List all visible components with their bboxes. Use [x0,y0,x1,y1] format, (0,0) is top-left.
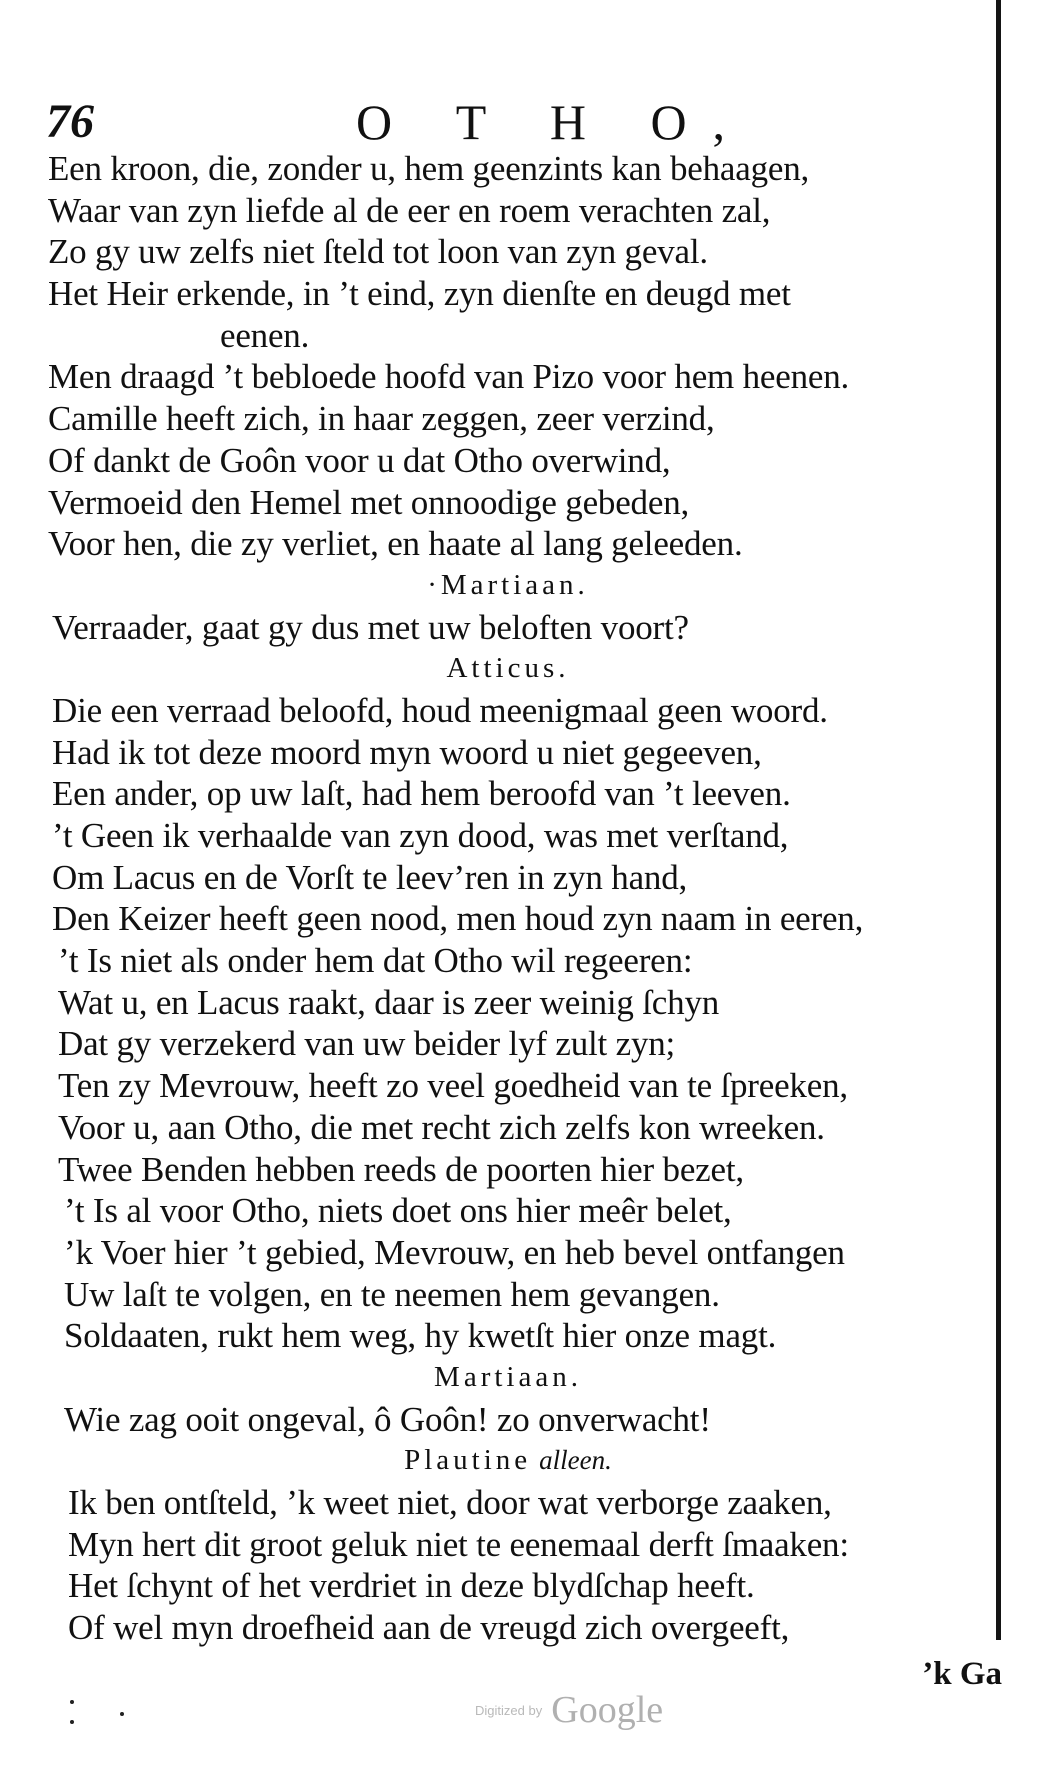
verse-line: Voor hen, die zy verliet, en haate al lang geleeden. [48,524,743,564]
ink-speck [70,1700,74,1704]
verse-line: Een kroon, die, zonder u, hem geenzints kan behaagen, [48,149,810,188]
verse-line: Of dankt de Goôn voor u dat Otho overwind, [48,440,671,480]
speaker-name: Plautine [404,1444,532,1477]
ink-speck [120,1712,124,1716]
verse-line: Dat gy verzekerd van uw beider lyf zult zyn; [58,1024,676,1064]
speaker-heading [48,1357,998,1399]
verse-line: ’t Is niet als onder hem dat Otho wil regeeren: [58,941,693,981]
verse-line: Myn hert dit groot geluk niet te eenemaal derft ſmaaken: [68,1524,849,1564]
verse-line: Wat u, en Lacus raakt, daar is zeer weinig ſchyn [58,982,720,1022]
verse-line: Men draagd ’t bebloede hoofd van Pizo voor hem heenen. [48,357,850,397]
watermark-prefix: Digitized by [475,1702,543,1718]
play-text-block [48,148,998,1649]
verse-line: Het ſchynt of het verdriet in deze blydſchap heeft. [68,1566,755,1606]
ink-speck [70,1720,74,1724]
verse-line: Twee Benden hebben reeds de poorten hier bezet, [58,1149,744,1189]
verse-line: Soldaaten, rukt hem weg, hy kwetſt hier onze magt. [64,1316,777,1356]
verse-line: Verraader, gaat gy dus met uw beloften voort? [52,607,689,647]
verse-line: ’k Voer hier ’t gebied, Mevrouw, en heb bevel ontfangen [64,1232,845,1272]
page-number: 76 [46,95,94,148]
verse-line: Wie zag ooit ongeval, ô Goôn! zo onverwacht! [64,1399,711,1439]
verse-line: ’t Is al voor Otho, niets doet ons hier meêr belet, [64,1191,732,1231]
speaker-name: Atticus. [446,652,570,685]
speaker-heading [48,1440,998,1482]
verse-line: Die een verraad beloofd, houd meenigmaal geen woord. [52,690,828,730]
verse-line: Ik ben ontſteld, ’k weet niet, door wat verborge zaaken, [68,1483,832,1522]
page-header [46,92,986,152]
speaker-name: ·Martiaan. [427,568,589,601]
digitization-watermark [475,1688,663,1738]
verse-line: Voor u, aan Otho, die met recht zich zelfs kon wreeken. [58,1107,825,1147]
verse-line: Uw laſt te volgen, en te neemen hem gevangen. [64,1274,720,1314]
verse-line-continuation: eenen. [220,315,310,355]
verse-line: Had ik tot deze moord myn woord u niet gegeeven, [52,732,762,772]
speaker-name: Martiaan. [434,1360,582,1393]
stage-direction: alleen. [539,1445,612,1476]
catchword: ’k Ga [922,1656,1002,1692]
speaker-heading [48,565,998,607]
verse-line: Het Heir erkende, in ’t eind, zyn dienſte en deugd met [48,274,791,314]
verse-line: Ten zy Mevrouw, heeft zo veel goedheid van te ſpreeken, [58,1066,848,1106]
running-title: O T H O, [356,94,752,150]
verse-line: Vermoeid den Hemel met onnoodige gebeden, [48,482,690,522]
speaker-heading [48,648,998,690]
verse-line: Den Keizer heeft geen nood, men houd zyn naam in eeren, [52,899,864,939]
watermark-brand-logo: Google [551,1689,664,1731]
verse-line: Zo gy uw zelfs niet ſteld tot loon van zyn geval. [48,232,708,272]
verse-line: Camille heeft zich, in haar zeggen, zeer verzind, [48,399,715,439]
verse-line: Waar van zyn liefde al de eer en roem verachten zal, [48,190,771,230]
verse-line: Of wel myn droefheid aan de vreugd zich overgeeft, [68,1608,790,1648]
verse-line: Een ander, op uw laſt, had hem beroofd van ’t leeven. [52,774,791,814]
verse-line: ’t Geen ik verhaalde van zyn dood, was met verſtand, [52,816,789,855]
verse-line: Om Lacus en de Vorſt te leev’ren in zyn hand, [52,857,688,897]
